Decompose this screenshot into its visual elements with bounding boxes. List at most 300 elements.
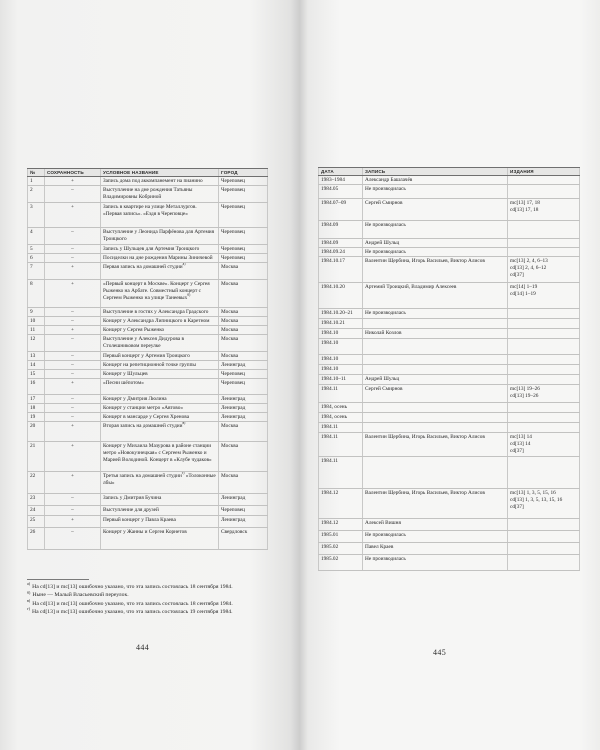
cell-city: Череповец [219,245,268,253]
cell-date: 1984, осень [318,413,363,422]
cell-editions [508,257,580,282]
cell-number: 11 [27,326,45,334]
table-row [318,531,580,543]
cell-date: 1984.12 [318,489,363,518]
cell-editions [508,489,580,518]
table-row [318,329,580,339]
cell-preservation: + [45,472,101,493]
cell-city: Ленинград [219,395,268,403]
page-number: 444 [136,643,150,652]
cell-record: Валентин Щербина, Игорь Васильев, Виктор Алисов [363,257,508,282]
cell-editions [508,339,580,354]
table-row [318,185,580,199]
cell-date: 1984, осень [318,403,363,412]
cell-number: 3 [27,203,45,227]
table-row [318,355,580,365]
table-row [318,375,580,385]
cell-city: Москва [219,422,268,441]
cell-title [101,413,219,421]
cell-number: 24 [27,506,45,515]
cell-number: 12 [27,335,45,351]
cell-number: 19 [27,413,45,421]
cell-preservation: + [45,177,101,185]
cell-preservation: – [45,370,101,378]
cell-title [101,335,219,351]
table-row [27,413,268,422]
cell-city: Москва [219,442,268,471]
cell-record: Сергей Смирнов [363,385,508,402]
cell-preservation: – [45,506,101,515]
dates-table [318,167,580,571]
cell-number: 23 [27,494,45,505]
title-text: Запись у Шульцев для Артемия Троицкого [103,246,200,252]
table-row [27,379,268,395]
cell-record [363,403,508,412]
table-row [318,489,580,519]
cell-editions [508,185,580,198]
cell-editions [508,221,580,238]
cell-record: Александр Башлачёв [363,176,508,184]
table-row [27,516,268,528]
cell-record: Не производилась [363,221,508,238]
cell-date: 1984.09.24 [318,248,363,256]
cell-date: 1984.12 [318,519,363,530]
table-row [27,370,268,379]
table-row [318,385,580,403]
cell-record: Сергей Смирнов [363,199,508,220]
table-row [318,257,580,283]
footnotes [27,583,282,617]
footnote-mark: а) [27,581,31,587]
title-text: Посиделки на дне рождения Марины Зиничевой [103,255,213,261]
cell-record: Валентин Щербина, Игорь Васильев, Виктор Алисов [363,489,508,518]
table-row [318,199,580,221]
cell-preservation: – [45,228,101,244]
footnote-text: На cd[13] и mc[13] ошибочно указано, что эта запись состоялась 19 сентября 1984. [31,609,233,616]
cell-preservation: + [45,280,101,307]
cell-editions [508,423,580,432]
cell-date: 1984.11 [318,423,363,432]
title-text: Концерт в мансарде у Сергея Хренова [103,414,190,420]
cell-preservation: + [45,263,101,279]
table-row [27,361,268,370]
table-row [318,339,580,355]
page-right [300,0,600,750]
title-text: Запись у Дмитрия Бучина [103,495,162,501]
cell-title [101,308,219,316]
footnote-text: На cd[13] и mc[13] ошибочно указано, что эта запись состоялась 18 сентября 1984. [32,600,233,607]
edition-line: mc[13] 1, 3, 5, 15, 16 [510,490,556,496]
cell-editions [508,319,580,328]
edition-line: cd[13] 17, 18 [510,206,539,213]
cell-city: Свердловск [219,528,268,549]
title-text: Первый концерт у Павла Краева [103,517,176,523]
cell-date: 1985.01 [318,531,363,542]
cell-date: 1984.11 [318,433,363,456]
title-text: Третья запись на домашней студии [103,473,182,479]
cell-record [363,355,508,364]
cell-date: 1984.07–09 [318,199,363,220]
cell-number: 15 [27,370,45,378]
cell-title [101,404,219,412]
cell-date: 1984.10.20 [318,283,363,308]
table-row [318,555,580,571]
cell-number: 13 [27,352,45,360]
cell-record [363,423,508,432]
cell-city: Москва [219,335,268,351]
cell-date: 1985.02 [318,543,363,554]
cell-number: 22 [27,472,45,493]
cell-record [363,339,508,354]
cell-preservation: + [45,422,101,441]
title-text: Выступление для друзей [103,507,159,513]
cell-city: Череповец [219,228,268,244]
table-row [27,395,268,404]
edition-line: cd[13] 1, 3, 5, 13, 15, 16 [510,496,563,503]
cell-record [363,319,508,328]
edition-line: cd[37] [510,271,524,278]
table-row [318,309,580,319]
cell-editions [508,239,580,247]
cell-city: Череповец [219,186,268,202]
edition-line: cd[13] 19–26 [510,392,539,399]
table-row [318,403,580,413]
cell-city: Ленинград [219,404,268,412]
cell-record: Не производилась [363,248,508,256]
footnote-reference: б) [187,292,191,297]
footnote-text: На cd[13] и mc[13] ошибочно указано, что эта запись состоялась 18 сентября 1984. [32,584,233,590]
cell-number: 18 [27,404,45,412]
cell-editions [508,543,580,554]
title-text: «Песни шёпотом» [103,380,144,386]
cell-preservation: – [45,254,101,262]
table-row [27,335,268,352]
footnote [27,597,282,608]
cell-title [101,317,219,325]
footnote [27,583,282,591]
table-row [27,254,268,263]
table-row [318,176,580,185]
cell-title [101,361,219,369]
cell-city: Москва [219,326,268,334]
title-text: Выступление у Алексея Дидурова в Столешниковом переулке [103,336,184,349]
cell-date: 1984.10 [318,355,363,364]
cell-preservation: – [45,494,101,505]
table-row [27,494,268,506]
table-row [27,263,268,280]
cell-number: 7 [27,263,45,279]
table-row [27,326,268,335]
title-text: Первый концерт у Артемия Троицкого [103,353,190,359]
cell-city: Москва [219,352,268,360]
footnote-reference: г) [181,472,185,476]
cell-number: 10 [27,317,45,325]
cell-editions [508,248,580,256]
cell-preservation: – [45,352,101,360]
table-row [27,186,268,203]
cell-preservation: – [45,528,101,549]
cell-preservation: + [45,516,101,527]
cell-city: Москва [219,263,268,279]
edition-line: cd[14] 1–19 [510,290,536,297]
cell-title [101,228,219,244]
table-header-row [27,168,268,177]
table-row [318,239,580,248]
cell-date: 1984.11 [318,385,363,402]
table-row [318,423,580,433]
page-number: 445 [433,648,447,657]
cell-city: Ленинград [219,516,268,527]
table-row [318,365,580,375]
cell-city: Москва [219,308,268,316]
cell-number: 2 [27,186,45,202]
cell-editions [508,283,580,308]
title-text: Выступление на дне рождения Татьяны Владимировны Кобриной [103,187,193,200]
title-text: Концерт у Шульцев [103,371,148,377]
cell-record: Алексей Вишня [363,519,508,530]
cell-title [101,370,219,378]
title-text: Вторая запись на домашней студии [103,423,183,429]
cell-title [101,245,219,253]
edition-line: mc[13] 17, 18 [510,200,540,206]
table-row [27,506,268,516]
title-text: Концерт на репетиционной точке группы [103,362,196,368]
table-row [27,442,268,472]
table-row [27,422,268,442]
cell-record [363,457,508,488]
footnote-text: Ныне — Малый Власьевский переулок. [32,592,129,599]
cell-title [101,352,219,360]
cell-title [101,506,219,515]
edition-line: mc[13] 2, 4, 6–13 [510,258,548,264]
cell-date: 1985.02 [318,555,363,570]
table-row [27,308,268,317]
table-body [27,177,268,550]
cell-editions [508,355,580,364]
cell-editions [508,413,580,422]
cell-date: 1984.10 [318,329,363,338]
title-text-continued: «Толоконные лбы» [103,473,216,486]
edition-line: mc[13] 14 [510,434,532,440]
cell-title [101,203,219,227]
cell-number: 16 [27,379,45,394]
table-row [318,519,580,531]
cell-city: Череповец [219,177,268,185]
cell-editions [508,555,580,570]
cell-city: Череповец [219,370,268,378]
cell-preservation: + [45,203,101,227]
cell-city: Москва [219,280,268,307]
cell-editions [508,433,580,456]
table-row [27,472,268,494]
cell-editions [508,199,580,220]
cell-record: Валентин Щербина, Игорь Васильев, Виктор Алисов [363,433,508,456]
cell-preservation: – [45,308,101,316]
cell-title [101,528,219,549]
table-row [318,543,580,555]
cell-date: 1984.10 [318,339,363,354]
cell-date: 1983–1984 [318,176,363,184]
title-text: Первая запись на домашней студии [103,264,183,270]
cell-record [363,365,508,374]
cell-title [101,494,219,505]
table-row [318,319,580,329]
table-row [27,280,268,308]
header-preservation: СОХРАННОСТЬ [45,169,101,176]
cell-title [101,280,219,307]
edition-line: mc[13] 19–26 [510,386,540,392]
cell-title [101,472,219,493]
footnote-mark: б) [27,589,31,595]
cell-title [101,516,219,527]
cell-number: 26 [27,528,45,549]
cell-title [101,442,219,471]
title-text: Концерт у станции метро «Автово» [103,405,184,411]
edition-line: cd[13] 2, 4, 6–12 [510,264,547,271]
cell-title [101,326,219,334]
footnote-mark: г) [27,606,30,612]
cell-number: 5 [27,245,45,253]
cell-title [101,379,219,394]
cell-number: 4 [27,228,45,244]
title-text: Концерт у Сергея Рыженко [103,327,165,333]
title-text: «Первый концерт в Москве». Концерт у Сергея Рыженко на Арбате. Совместный концерт с Сергеем Рыженко на улице Танеевых [103,281,210,301]
table-header-row [318,167,580,176]
title-text: Концерт у Михаила Мазурова в районе станции метро «Новокузнецкая» с Сергеем Рыженко и Марией Володиной. Концерт в «Клубе чудаков» [103,443,212,463]
cell-city: Ленинград [219,494,268,505]
cell-title [101,263,219,279]
cell-editions [508,365,580,374]
cell-date: 1984.10 [318,365,363,374]
cell-city: Череповец [219,254,268,262]
cell-editions [508,385,580,402]
cell-title [101,422,219,441]
cell-number: 14 [27,361,45,369]
cell-title [101,186,219,202]
cell-record: Андрей Шульц [363,239,508,247]
title-text: Концерт у Александра Липницкого в Каретном [103,318,210,324]
table-row [318,457,580,489]
table-row [27,528,268,550]
cell-date: 1984.10.21 [318,319,363,328]
cell-editions [508,309,580,318]
cell-record: Не производилась [363,185,508,198]
cell-number: 17 [27,395,45,403]
cell-city: Ленинград [219,361,268,369]
table-row [318,283,580,309]
edition-line: mc[14] 1–19 [510,284,538,290]
footnote [27,608,282,616]
cell-title [101,177,219,185]
cell-title [101,254,219,262]
header-editions: ИЗДАНИЯ [508,168,580,175]
cell-editions [508,176,580,184]
footnote-reference: в) [182,422,186,426]
cell-number: 9 [27,308,45,316]
cell-number: 1 [27,177,45,185]
footnote [27,591,282,599]
cell-record: Андрей Шульц [363,375,508,384]
footnote-reference: а) [182,263,186,267]
table-row [318,413,580,423]
cell-preservation: – [45,317,101,325]
footnote-divider [27,579,89,580]
cell-date: 1984.10–11 [318,375,363,384]
cell-record: Не производилась [363,309,508,318]
table-row [27,203,268,228]
recordings-table [27,168,268,550]
cell-editions [508,329,580,338]
cell-number: 21 [27,442,45,471]
title-text: Концерт у Дмитрия Люлина [103,396,167,402]
header-record: ЗАПИСЬ [363,168,508,175]
edition-line: cd[13] 14 [510,440,531,447]
cell-city: Ленинград [219,413,268,421]
table-row [318,221,580,239]
table-row [27,228,268,245]
title-text: Выступление у Леонида Парфёнова для Артемия Троицкого [103,229,215,242]
table-body [318,176,580,571]
table-row [27,404,268,413]
cell-date: 1984.11 [318,457,363,488]
cell-editions [508,457,580,488]
cell-editions [508,403,580,412]
cell-number: 20 [27,422,45,441]
cell-date: 1984.10.17 [318,257,363,282]
cell-number: 8 [27,280,45,307]
cell-editions [508,375,580,384]
cell-record: Павел Краев [363,543,508,554]
edition-line: cd[37] [510,447,524,454]
cell-number: 6 [27,254,45,262]
cell-preservation: – [45,361,101,369]
cell-editions [508,531,580,542]
cell-preservation: – [45,335,101,351]
title-text: Запись дома под аккомпанемент на пианино [103,178,203,184]
cell-date: 1984.09 [318,239,363,247]
cell-record: Не производилась [363,531,508,542]
table-row [27,317,268,326]
cell-preservation: – [45,413,101,421]
cell-date: 1984.09 [318,221,363,238]
cell-preservation: + [45,326,101,334]
edition-line: cd[37] [510,503,524,510]
table-row [27,352,268,361]
cell-number: 25 [27,516,45,527]
cell-record [363,413,508,422]
header-city: ГОРОД [219,169,268,176]
cell-city: Череповец [219,506,268,515]
cell-editions [508,519,580,530]
cell-preservation: – [45,395,101,403]
cell-preservation: + [45,442,101,471]
cell-date: 1984.10.20–21 [318,309,363,318]
cell-city: Москва [219,472,268,493]
cell-record: Артемий Троицкий, Владимир Алексеев [363,283,508,308]
cell-preservation: – [45,186,101,202]
cell-preservation: – [45,245,101,253]
table-row [318,433,580,457]
header-number: № [27,169,45,176]
table-row [318,248,580,257]
cell-preservation: – [45,404,101,412]
cell-city: Череповец [219,379,268,394]
cell-record: Не производилась [363,555,508,570]
footnote-mark: в) [27,597,31,603]
cell-city: Череповец [219,203,268,227]
cell-date: 1984.05 [318,185,363,198]
table-row [27,245,268,254]
